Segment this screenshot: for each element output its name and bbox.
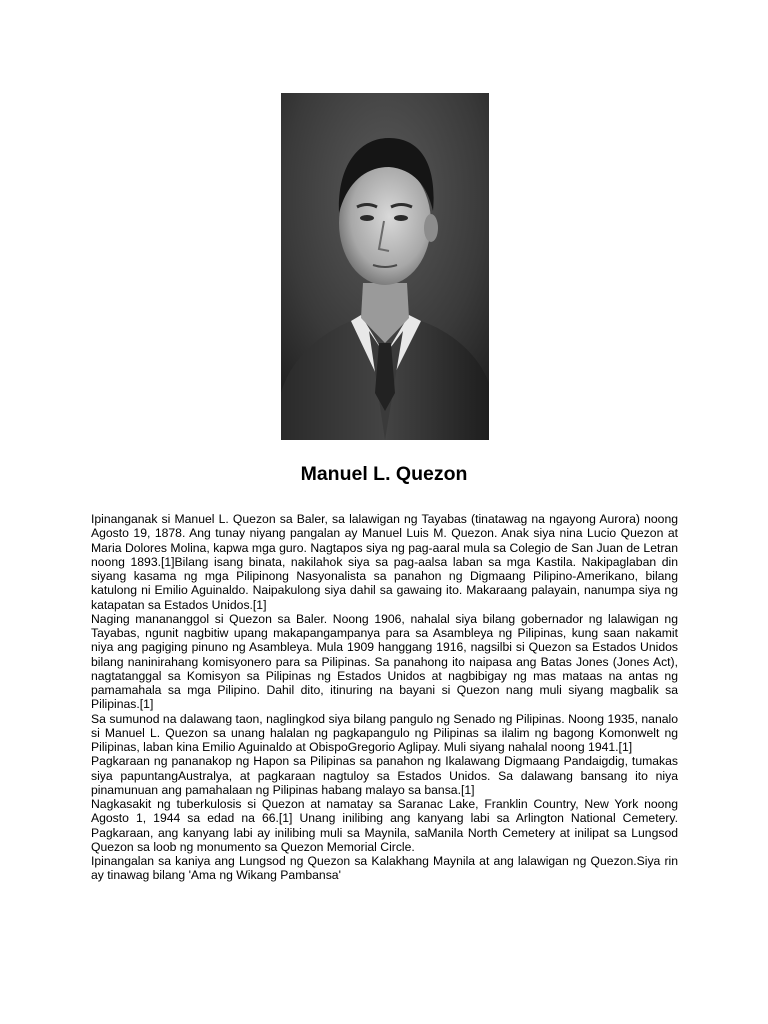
biography-text: [91, 512, 678, 883]
paragraph: Ipinangalan sa kaniya ang Lungsod ng Quezon sa Kalakhang Maynila at ang lalawigan ng Quezon.Siya rin ay tinawag bilang 'Ama ng Wikang Pambansa': [91, 854, 678, 883]
page-title: Manuel L. Quezon: [300, 463, 468, 485]
paragraph: Pagkaraan ng pananakop ng Hapon sa Pilipinas sa panahon ng Ikalawang Digmaang Pandaigdig, tumakas siya papuntangAustralya, at pagkaraan nagtuloy sa Estados Unidos. Sa dalawang bansang ito niya pinamunuan ang pamahalaan ng Pilipinas habang malayo sa bansa.[1]: [91, 754, 678, 797]
paragraph: Nagkasakit ng tuberkulosis si Quezon at namatay sa Saranac Lake, Franklin Country, New York noong Agosto 1, 1944 sa edad na 66.[1] Unang inilibing ang kanyang labi sa Arlington National Cemetery. Pagkaraan, ang kanyang labi ay inilibing muli sa Maynila, saManila North Cemetery at inilipat sa Lungsod Quezon sa loob ng monumento sa Quezon Memorial Circle.: [91, 797, 678, 854]
paragraph: Naging manananggol si Quezon sa Baler. Noong 1906, nahalal siya bilang gobernador ng lalawigan ng Tayabas, ngunit nagbitiw upang makapangampanya para sa Asambleya ng Pilipinas, kung saan nakamit niya ang pagiging pinuno ng Asambleya. Mula 1909 hanggang 1916, nagsilbi si Quezon sa Estados Unidos bilang naninirahang komisyonero para sa Pilipinas. Sa panahong ito naipasa ang Batas Jones (Jones Act), nagtatanggal sa Komisyon sa Pilipinas ng Estados Unidos at nagbibigay ng mas mataas na antas ng pamamahala sa mga Pilipino. Dahil dito, itinuring na bayani si Quezon nang muli siyang magbalik sa Pilipinas.[1]: [91, 611, 678, 712]
portrait-photo: [281, 93, 489, 440]
paragraph: Ipinanganak si Manuel L. Quezon sa Baler, sa lalawigan ng Tayabas (tinatawag na ngayong Aurora) noong Agosto 19, 1878. Ang tunay niyang pangalan ay Manuel Luis M. Quezon. Anak siya nina Lucio Quezon at Maria Dolores Molina, kapwa mga guro. Nagtapos siya ng pag-aaral mula sa Colegio de San Juan de Letran noong 1893.[1]Bilang isang binata, nakilahok siya sa pag-aalsa laban sa mga Kastila. Nakipaglaban din siyang kasama ng mga Pilipinong Nasyonalista sa panahon ng Digmaang Pilipino-Amerikano, bilang katulong ni Emilio Aguinaldo. Naipakulong siya dahil sa gawaing ito. Makaraang palayain, nanumpa siya ng katapatan sa Estados Unidos.[1]: [91, 512, 678, 612]
paragraph: Sa sumunod na dalawang taon, naglingkod siya bilang pangulo ng Senado ng Pilipinas. Noong 1935, nanalo si Manuel L. Quezon sa unang halalan ng pagkapangulo ng Pilipinas sa ilalim ng bagong Komonwelt ng Pilipinas, laban kina Emilio Aguinaldo at ObispoGregorio Aglipay. Muli siyang nahalal noong 1941.[1]: [91, 711, 678, 754]
portrait-photo-icon: [281, 93, 489, 440]
